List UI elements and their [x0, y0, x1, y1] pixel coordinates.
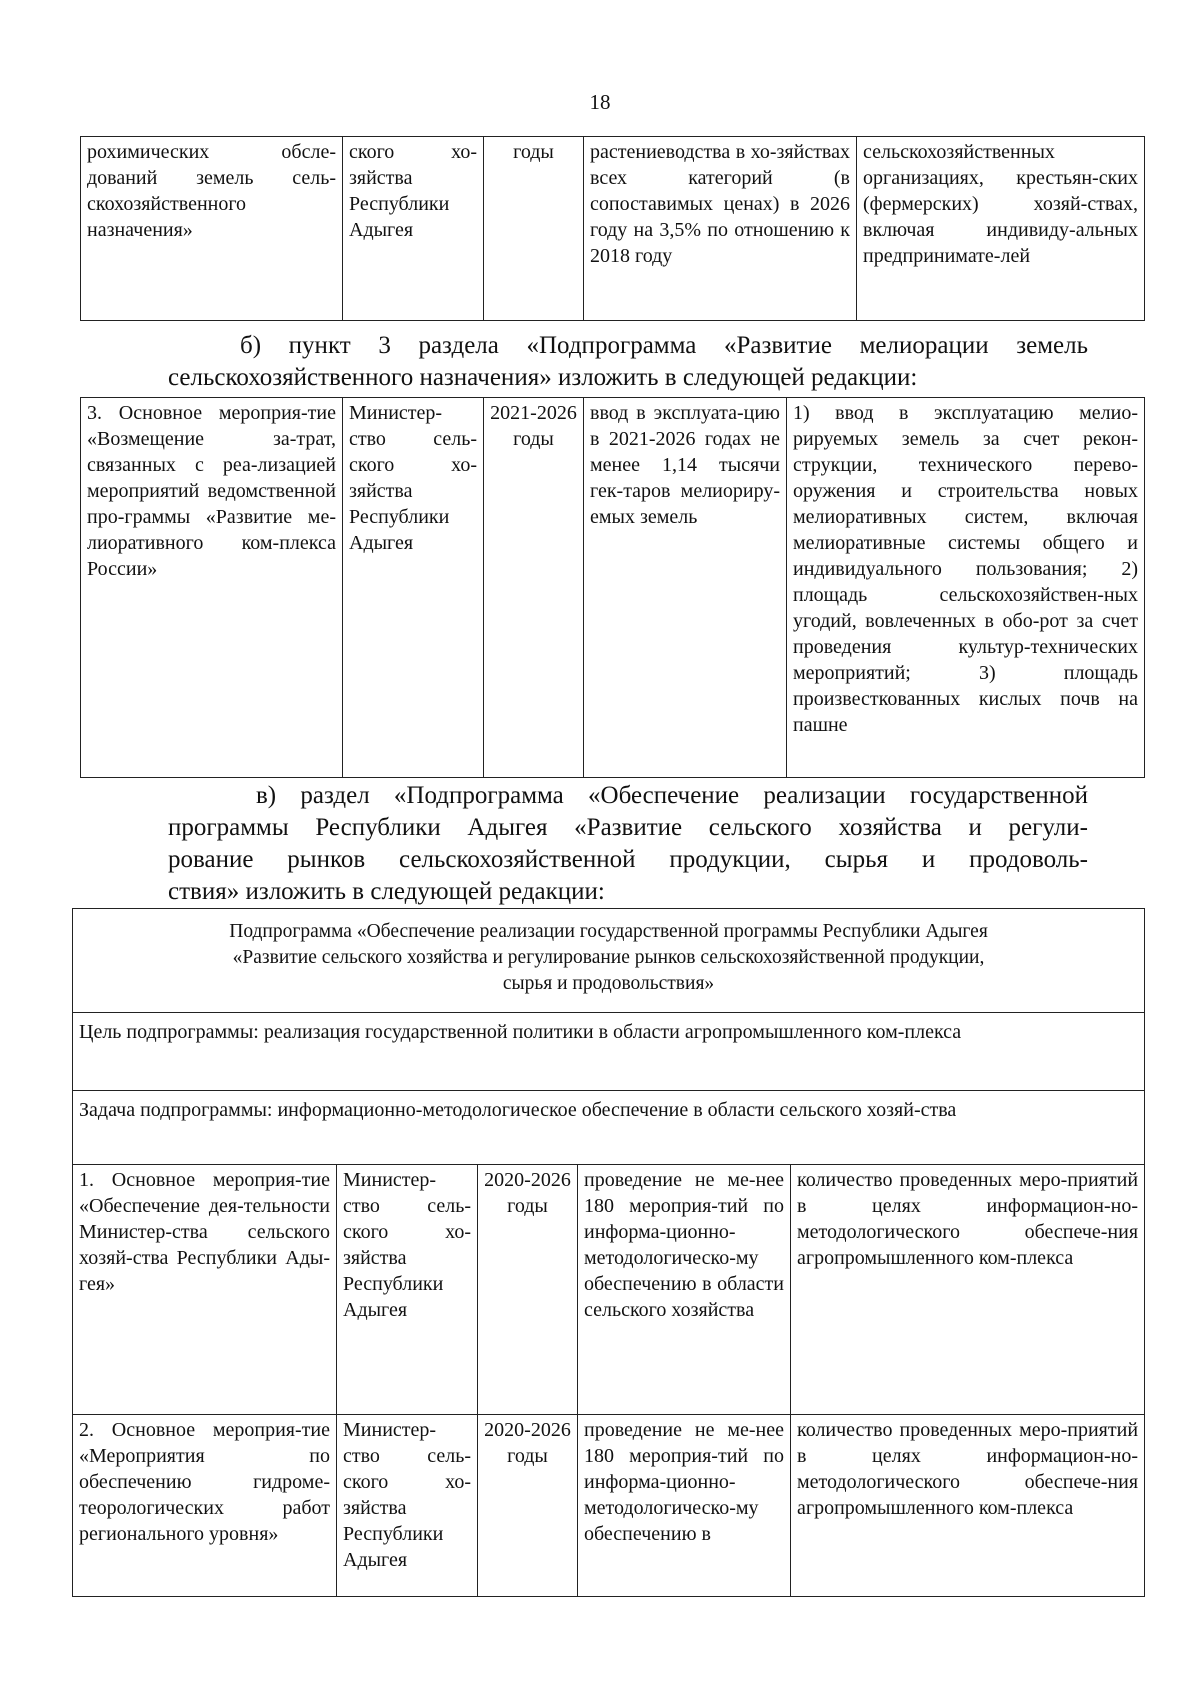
cell-indicator: сельскохозяйственных организациях, крестьян-ских (фермерских) хозяй-ствах, включая индивиду-альных предпринимате-лей — [857, 137, 1145, 321]
cell-period: 2021-2026 годы — [484, 398, 584, 778]
subprogram-task: Задача подпрограммы: информационно-методологическое обеспечение в области сельского хозяй-ства — [73, 1091, 1145, 1165]
paragraph-b-line-2: сельскохозяйственного назначения» изложить в следующей редакции: — [168, 364, 918, 391]
table-row — [73, 1415, 1145, 1597]
paragraph-b-line-1: б) пункт 3 раздела «Подпрограмма «Развитие мелиорации земель — [240, 332, 1088, 359]
table-continuation — [80, 136, 1145, 321]
cell-result: ввод в эксплуата-цию в 2021-2026 годах не менее 1,14 тысячи гек-таров мелиориру-емых земель — [584, 398, 787, 778]
table-row — [73, 1013, 1145, 1091]
paragraph-v-line-4: ствия» изложить в следующей редакции: — [168, 878, 605, 905]
cell-executor: Министер-ство сель-ского хо-зяйства Республики Адыгея — [343, 398, 484, 778]
table-melioration — [80, 397, 1145, 778]
cell-activity: 2. Основное мероприя-тие «Мероприятия по обеспечению гидроме-теорологических работ регионального уровня» — [73, 1415, 337, 1597]
table-row — [81, 398, 1145, 778]
paragraph-v-line-2: программы Республики Адыгея «Развитие сельского хозяйства и регули- — [168, 814, 1088, 841]
paragraph-v-line-3: рование рынков сельскохозяйственной продукции, сырья и продоволь- — [168, 846, 1088, 873]
cell-executor: ского хо-зяйства Республики Адыгея — [343, 137, 484, 321]
table-subprogram — [72, 908, 1145, 1597]
cell-activity: рохимических обсле-дований земель сель-скохозяйственного назначения» — [81, 137, 343, 321]
cell-executor: Министер-ство сель-ского хо-зяйства Республики Адыгея — [337, 1415, 478, 1597]
cell-indicator: количество проведенных меро-приятий в целях информацион-но-методологического обеспече-ния агропромышленного ком-плекса — [791, 1165, 1145, 1415]
cell-result: проведение не ме-нее 180 мероприя-тий по информа-ционно-методологическо-му обеспечению в — [578, 1415, 791, 1597]
cell-executor: Министер-ство сель-ского хо-зяйства Республики Адыгея — [337, 1165, 478, 1415]
table-row — [73, 1165, 1145, 1415]
table-row — [81, 137, 1145, 321]
paragraph-b — [168, 330, 1088, 394]
cell-result: растениеводства в хо-зяйствах всех категорий (в сопоставимых ценах) в 2026 году на 3,5% по отношению к 2018 году — [584, 137, 857, 321]
cell-indicator: 1) ввод в эксплуатацию мелио-рируемых земель за счет рекон-струкции, технического перево-оружения и строительства новых мелиоративных систем, включая мелиоративные системы общего и индивидуального пользования; 2) площадь сельскохозяйствен-ных угодий, вовлеченных в обо-рот за счет проведения культур-технических мероприятий; 3) площадь произвесткованных кислых почв на пашне — [787, 398, 1145, 778]
cell-activity: 1. Основное мероприя-тие «Обеспечение дея-тельности Министер-ства сельского хозяй-ства Республики Ады-гея» — [73, 1165, 337, 1415]
subprogram-title-line-3: сырья и продовольствия» — [502, 973, 715, 994]
cell-result: проведение не ме-нее 180 мероприя-тий по информа-ционно-методологическо-му обеспечению в области сельского хозяйства — [578, 1165, 791, 1415]
paragraph-v — [168, 780, 1088, 908]
subprogram-goal: Цель подпрограммы: реализация государственной политики в области агропромышленного ком-плекса — [73, 1013, 1145, 1091]
subprogram-title-line-2: «Развитие сельского хозяйства и регулирование рынков сельскохозяйственной продукции, — [232, 947, 985, 968]
table-row — [73, 1091, 1145, 1165]
subprogram-title-line-1: Подпрограмма «Обеспечение реализации государственной программы Республики Адыгея — [229, 921, 988, 942]
subprogram-title — [73, 909, 1145, 1013]
table-header-row — [73, 909, 1145, 1013]
cell-period: 2020-2026 годы — [478, 1415, 578, 1597]
cell-activity: 3. Основное мероприя-тие «Возмещение за-трат, связанных с реа-лизацией мероприятий ведомственной про-граммы «Развитие ме-лиоративного ком-плекса России» — [81, 398, 343, 778]
page-number: 18 — [589, 90, 611, 114]
paragraph-v-line-1: в) раздел «Подпрограмма «Обеспечение реализации государственной — [256, 782, 1088, 809]
cell-period: 2020-2026 годы — [478, 1165, 578, 1415]
cell-period: годы — [484, 137, 584, 321]
cell-indicator: количество проведенных меро-приятий в целях информацион-но-методологического обеспече-ния агропромышленного ком-плекса — [791, 1415, 1145, 1597]
